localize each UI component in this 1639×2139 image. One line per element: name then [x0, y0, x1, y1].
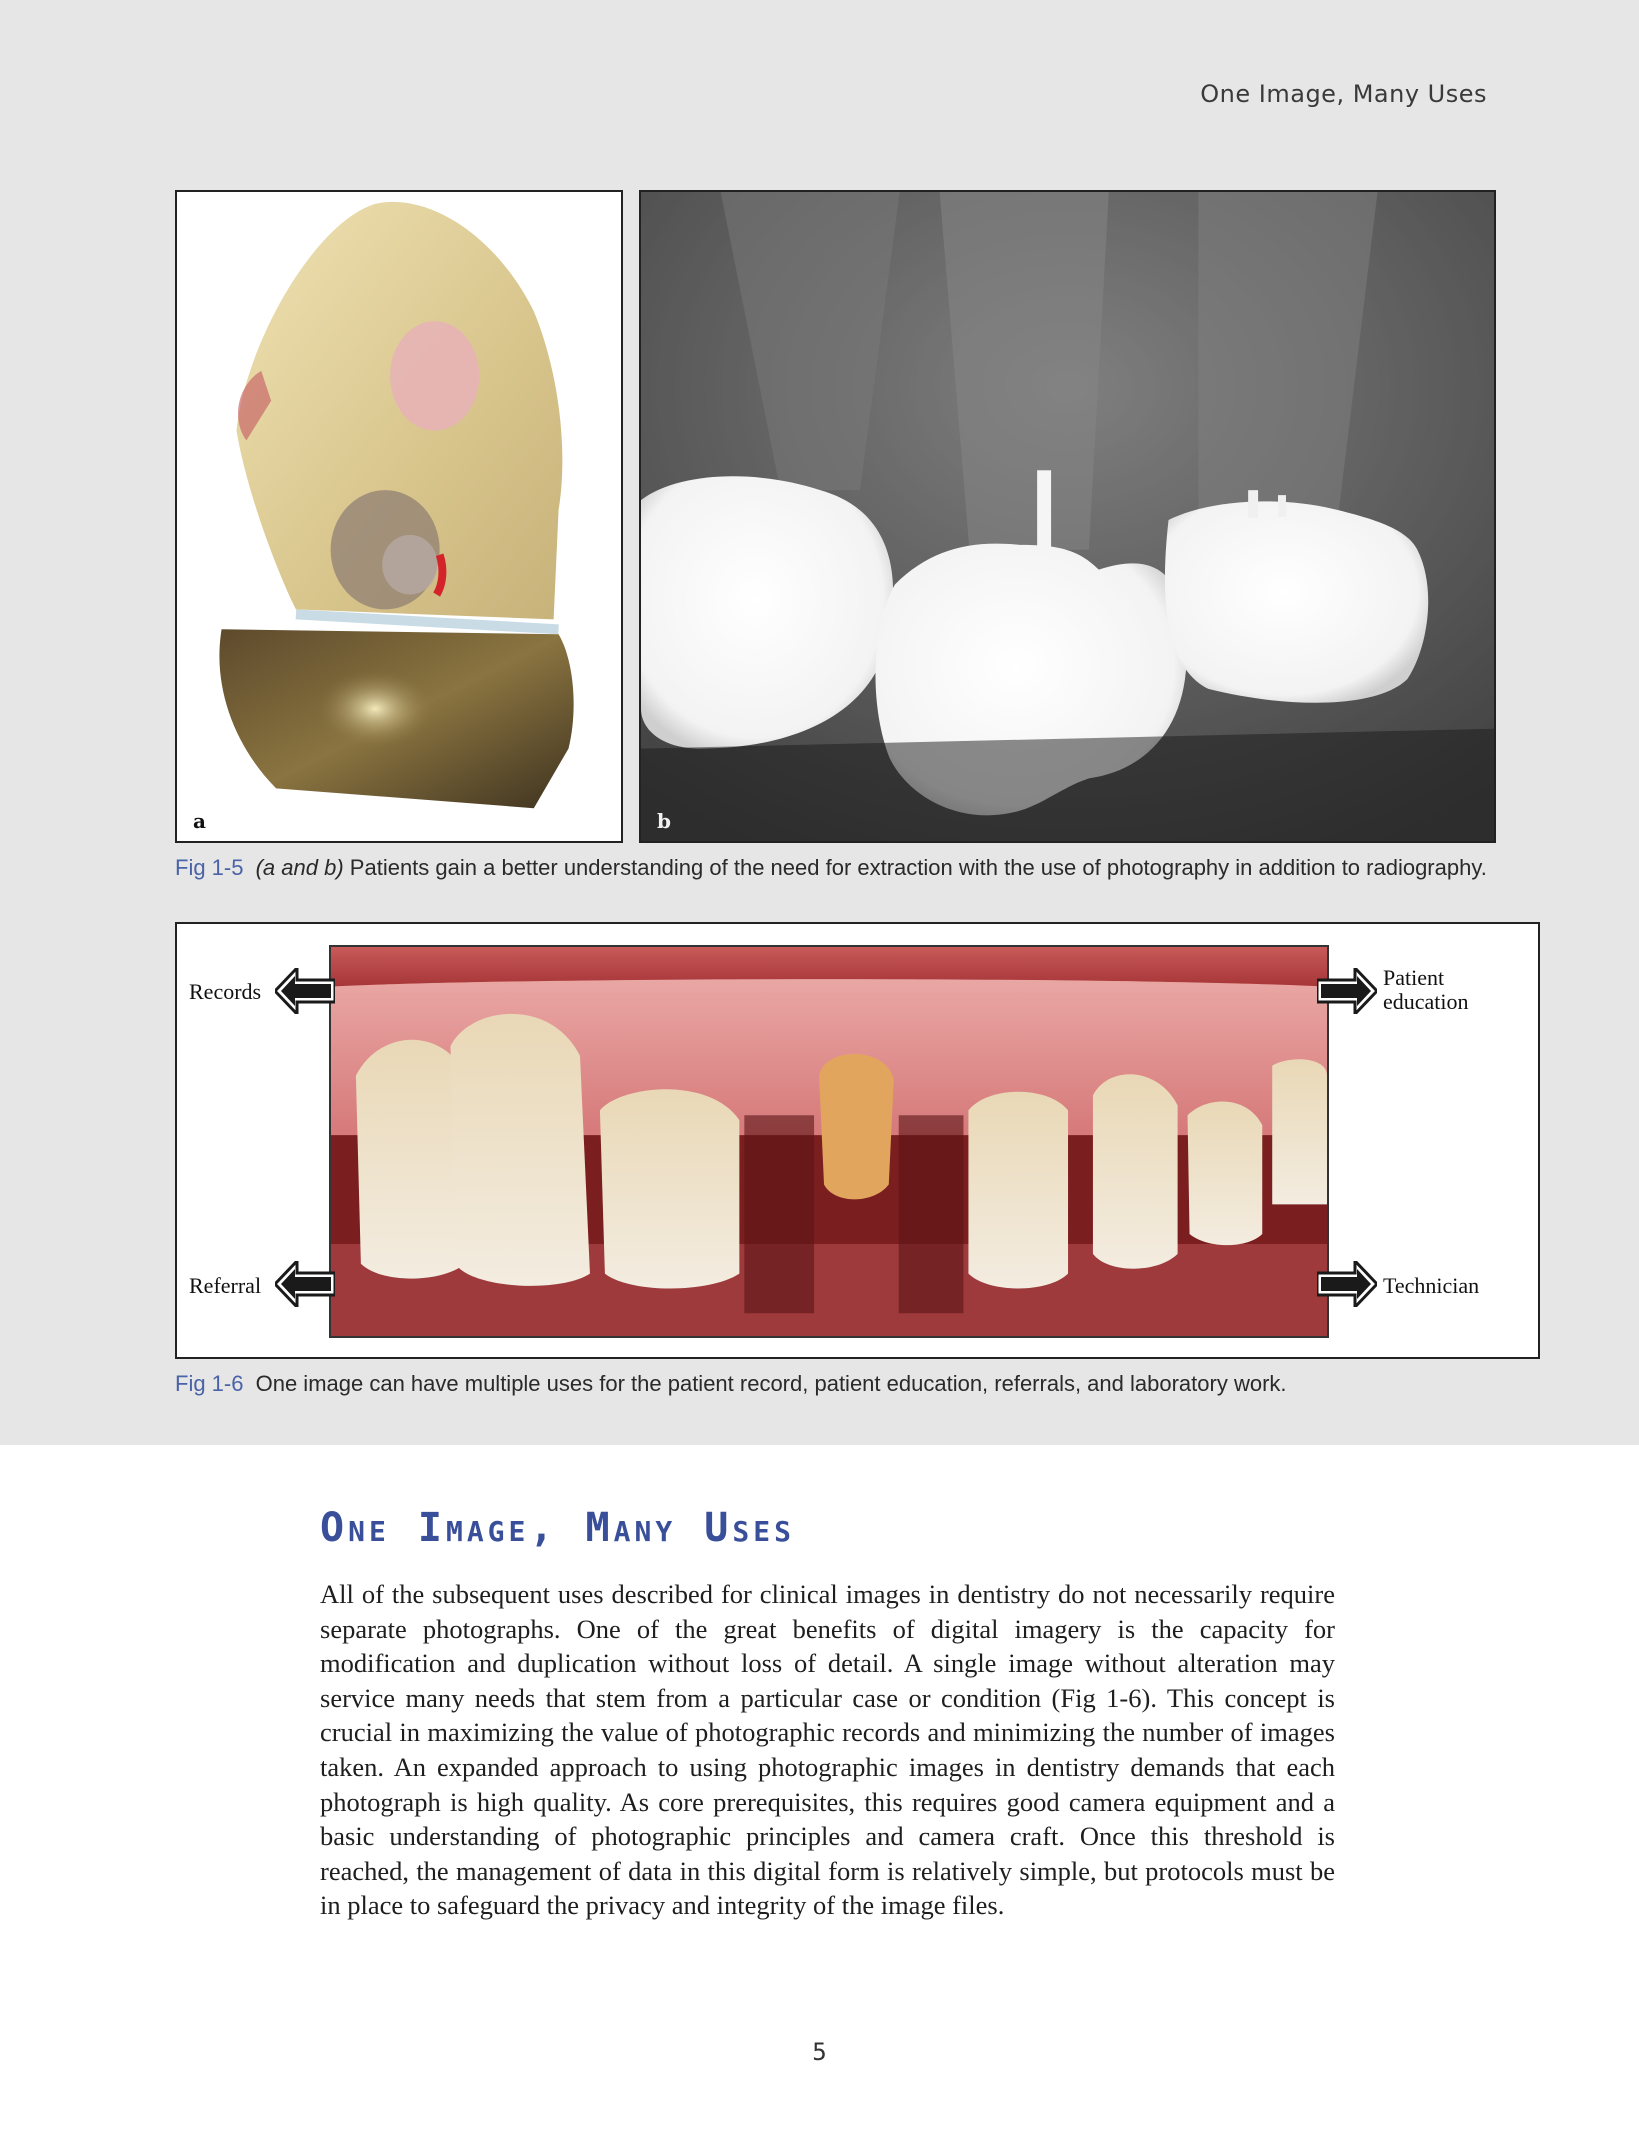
fig-1-6-caption-text: One image can have multiple uses for the patient record, patient education, referrals, and laboratory work.: [255, 1371, 1287, 1396]
running-head: One Image, Many Uses: [1200, 80, 1487, 108]
fig-1-6-diagram: [175, 922, 1540, 1359]
fig-1-5-number: Fig 1-5: [175, 855, 244, 880]
section-heading: One Image, Many Uses: [320, 1505, 795, 1551]
fig-1-5-caption: [175, 854, 1496, 881]
panel-label-b: b: [657, 809, 671, 833]
patient-education-arrow-icon: [1317, 968, 1377, 1014]
extracted-tooth-image: [177, 192, 621, 841]
panel-label-a: a: [193, 809, 206, 833]
radiograph-image: [641, 192, 1494, 841]
anterior-teeth-image: [331, 947, 1327, 1336]
fig-1-6-caption: [175, 1370, 1496, 1397]
fig-1-5-caption-text: Patients gain a better understanding of the need for extraction with the use of photography in addition to radiography.: [349, 855, 1487, 880]
body-paragraph: All of the subsequent uses described for clinical images in dentistry do not necessarily require separate photographs. One of the great benefits of digital imagery is the capacity for modification and duplication without loss of detail. A single image without alteration may service many needs that stem from a particular case or condition (Fig 1-6). This concept is crucial in maximizing the value of photographic records and minimizing the number of images taken. An expanded approach to using photographic images in dentistry demands that each photograph is high quality. As core prerequisites, this requires good camera equipment and a basic understanding of photographic principles and camera craft. Once this threshold is reached, the management of data in this digital form is relatively simple, but protocols must be in place to safeguard the privacy and integrity of the image files.: [320, 1579, 1335, 1921]
records-arrow-icon: [275, 968, 335, 1014]
fig-1-5-panels-ref: (a and b): [255, 855, 344, 880]
fig-1-5a-tooth-photo: [175, 190, 623, 843]
fig-1-6-number: Fig 1-6: [175, 1371, 244, 1396]
patient-education-label: Patient education: [1383, 965, 1469, 1014]
referral-label: Referral: [189, 1273, 262, 1298]
records-label: Records: [189, 979, 262, 1004]
fig-1-5b-radiograph: [639, 190, 1496, 843]
technician-arrow-icon: [1317, 1261, 1377, 1307]
page-number: 5: [812, 2038, 827, 2066]
referral-arrow-icon: [275, 1261, 335, 1307]
fig-1-6-clinical-photo: [329, 945, 1329, 1338]
technician-label: Technician: [1383, 1273, 1480, 1298]
